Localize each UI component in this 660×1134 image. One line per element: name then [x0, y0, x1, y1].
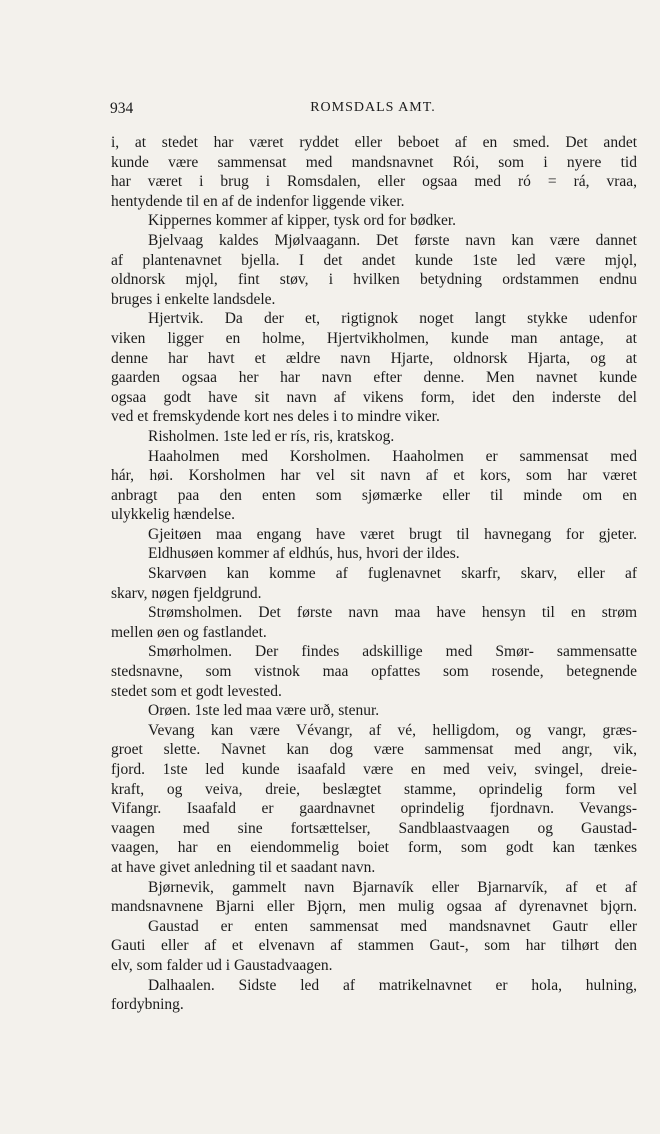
text-line: Bjørnevik, gammelt navn Bjarnavík eller Bjarnarvík, af et af [148, 878, 637, 896]
text-line: Orøen. 1ste led maa være urð, stenur. [148, 702, 380, 720]
text-line: Vevang kan være Vévangr, af vé, helligdom, og vangr, græs- [148, 721, 637, 739]
text-line: har været i brug i Romsdalen, eller ogsaa med ró = rá, vraa, [111, 173, 637, 191]
page-number: 934 [110, 100, 134, 117]
page-header [110, 100, 636, 120]
text-line: skarv, nøgen fjeldgrund. [111, 584, 262, 602]
text-line: hár, høi. Korsholmen har vel sit navn af et kors, som har været [111, 467, 637, 485]
text-line: at have givet anledning til et saadant navn. [111, 858, 376, 876]
body-text [111, 133, 637, 1015]
text-line: Gjeitøen maa engang have været brugt til havnegang for gjeter. [148, 525, 637, 543]
text-line: gaarden ogsaa her har navn efter denne. Men navnet kunde [111, 369, 637, 387]
text-line: stedsnavne, som vistnok maa opfattes som rosende, betegnende [111, 663, 637, 681]
text-line: mellen øen og fastlandet. [111, 623, 267, 641]
running-title: ROMSDALS AMT. [310, 100, 436, 115]
text-line: elv, som falder ud i Gaustadvaagen. [111, 956, 333, 974]
text-line: Eldhusøen kommer af eldhús, hus, hvori der ildes. [148, 545, 460, 563]
text-line: mandsnavnene Bjarni eller Bjǫrn, men mulig ogsaa af dyrenavnet bjǫrn. [111, 898, 637, 916]
text-line: ogsaa godt have sit navn af vikens form, idet den inderste del [111, 388, 637, 406]
text-line: vaagen, har en eiendommelig boiet form, som godt kan tænkes [111, 839, 637, 857]
text-line: ved et fremskydende kort nes deles i to mindre viker. [111, 408, 440, 426]
text-line: Dalhaalen. Sidste led af matrikelnavnet er hola, hulning, [148, 976, 637, 994]
text-line: Kippernes kommer af kipper, tysk ord for bødker. [148, 212, 457, 230]
text-line: viken ligger en holme, Hjertvikholmen, kunde man antage, at [111, 329, 637, 347]
text-line: anbragt paa den enten som sjømærke eller til minde om en [111, 486, 637, 504]
text-line: af plantenavnet bjella. I det andet kunde 1ste led være mjǫl, [111, 251, 637, 269]
text-line: groet slette. Navnet kan dog være sammensat med angr, vik, [111, 741, 637, 759]
text-line: Haaholmen med Korsholmen. Haaholmen er sammensat med [148, 447, 637, 465]
text-line: vaagen med sine fortsættelser, Sandblaastvaagen og Gaustad- [111, 819, 637, 837]
text-line: ulykkelig hændelse. [111, 506, 235, 524]
text-line: hentydende til en af de indenfor liggende viker. [111, 192, 405, 210]
text-line: Bjelvaag kaldes Mjølvaagann. Det første navn kan være dannet [148, 231, 637, 249]
text-line: stedet som et godt levested. [111, 682, 282, 700]
text-line: Strømsholmen. Det første navn maa have hensyn til en strøm [148, 604, 637, 622]
text-line: denne har havt et ældre navn Hjarte, oldnorsk Hjarta, og at [111, 349, 637, 367]
text-line: oldnorsk mjǫl, fint støv, i hvilken betydning ordstammen endnu [111, 271, 637, 289]
text-line: Hjertvik. Da der et, rigtignok noget langt stykke udenfor [148, 310, 637, 328]
text-line: fordybning. [111, 996, 184, 1014]
text-line: Skarvøen kan komme af fuglenavnet skarfr, skarv, eller af [148, 565, 637, 583]
text-line: Gaustad er enten sammensat med mandsnavnet Gautr eller [148, 917, 637, 935]
text-line: i, at stedet har været ryddet eller beboet af en smed. Det andet [111, 134, 637, 151]
text-line: Risholmen. 1ste led er rís, ris, kratskog. [148, 427, 395, 445]
text-line: kunde være sammensat med mandsnavnet Rói, som i nyere tid [111, 153, 637, 171]
text-line: Smørholmen. Der findes adskillige med Smør- sammensatte [148, 643, 637, 661]
text-line: Gauti eller af et elvenavn af stammen Gaut-, som har tilhørt den [111, 937, 637, 955]
text-line: kraft, og veiva, dreie, beslægtet stamme, oprindelig form vel [111, 780, 637, 798]
text-line: bruges i enkelte landsdele. [111, 290, 276, 308]
text-line: fjord. 1ste led kunde isaafald være en med veiv, svingel, dreie- [111, 761, 637, 778]
text-line: Vifangr. Isaafald er gaardnavnet oprindelig fjordnavn. Vevangs- [111, 800, 637, 818]
